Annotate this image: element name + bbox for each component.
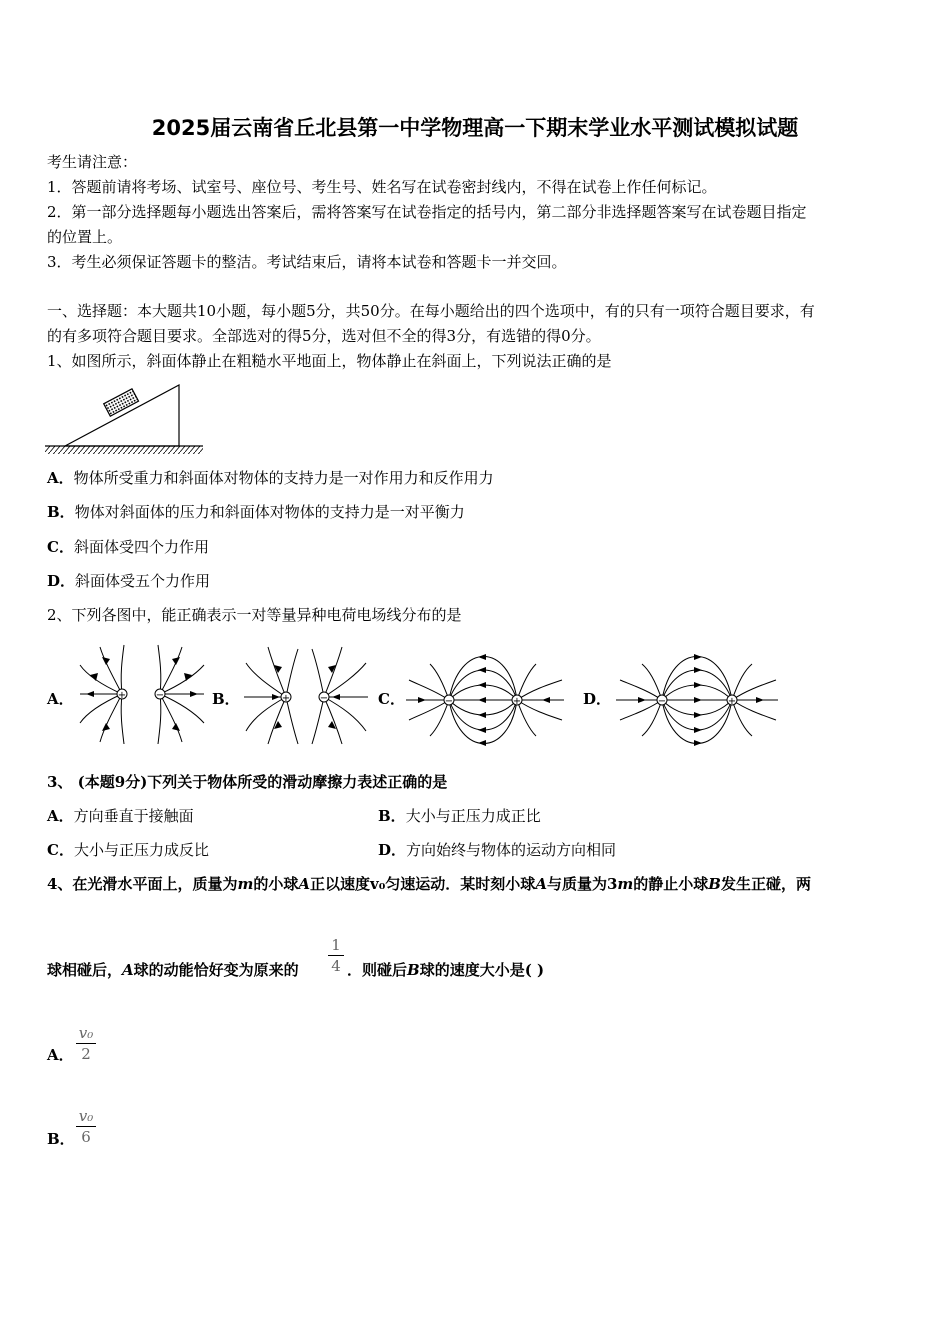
q4-option-b-label[interactable]: B． (47, 1130, 75, 1148)
section-intro: 的有多项符合题目要求。全部选对的得5分，选对但不全的得3分，有选错的得0分。 (47, 327, 601, 345)
charge-minus: − (155, 690, 165, 701)
q4-option-a-fraction[interactable]: v₀ 2 (76, 1024, 96, 1063)
charge-minus: − (444, 696, 454, 707)
charge-plus: + (727, 696, 737, 707)
question-4-stem-line2a: 球相碰后，A球的动能恰好变为原来的 (47, 961, 299, 979)
question-2-stem: 2、下列各图中，能正确表示一对等量异种电荷电场线分布的是 (47, 606, 462, 624)
q2-option-d-label[interactable]: D． (583, 690, 612, 708)
q3-option-a[interactable]: A．方向垂直于接触面 (47, 807, 194, 825)
notice-item: 1．答题前请将考场、试室号、座位号、考生号、姓名写在试卷密封线内，不得在试卷上作任何标记。 (47, 178, 717, 196)
charge-plus: + (281, 693, 291, 704)
charge-plus: + (117, 690, 127, 701)
question-4-stem-line2b: ．则碰后B球的速度大小是( ) (347, 961, 545, 979)
q1-option-b[interactable]: B．物体对斜面体的压力和斜面体对物体的支持力是一对平衡力 (47, 503, 465, 521)
q3-option-b[interactable]: B．大小与正压力成正比 (378, 807, 541, 825)
charge-minus: − (319, 693, 329, 704)
fraction-one-quarter: 1 4 (328, 936, 344, 975)
incline-figure (45, 380, 205, 460)
q2-option-b-label[interactable]: B． (212, 690, 240, 708)
field-figure-d (612, 650, 782, 750)
field-figure-b (238, 645, 378, 745)
charge-minus: − (657, 696, 667, 707)
q2-option-a-label[interactable]: A． (47, 690, 74, 708)
ground (45, 446, 203, 454)
question-4-stem-line1: 4、在光滑水平面上，质量为m的小球A正以速度v₀匀速运动．某时刻小球A与质量为3m的静止小球B发生正碰，两 (47, 875, 811, 893)
q1-option-c[interactable]: C．斜面体受四个力作用 (47, 538, 209, 556)
q4-option-a-label[interactable]: A． (47, 1046, 74, 1064)
q2-option-c-label[interactable]: C． (378, 690, 405, 708)
field-figure-c (404, 650, 569, 750)
notice-item: 3．考生必须保证答题卡的整洁。考试结束后，请将本试卷和答题卡一并交回。 (47, 253, 567, 271)
q4-option-b-fraction[interactable]: v₀ 6 (76, 1107, 96, 1146)
notice-item: 的位置上。 (47, 228, 123, 246)
charge-plus: + (512, 696, 522, 707)
q3-option-d[interactable]: D．方向始终与物体的运动方向相同 (378, 841, 617, 859)
q1-option-a[interactable]: A．物体所受重力和斜面体对物体的支持力是一对作用力和反作用力 (47, 469, 494, 487)
block-object (104, 389, 139, 416)
section-intro: 一、选择题：本大题共10小题，每小题5分，共50分。在每小题给出的四个选项中，有的只有一项符合题目要求，有 (47, 302, 815, 320)
page-title: 2025届云南省丘北县第一中学物理高一下期末学业水平测试模拟试题 (151, 116, 799, 140)
notice-item: 2．第一部分选择题每小题选出答案后，需将答案写在试卷指定的括号内，第二部分非选择题答案写在试卷题目指定 (47, 203, 807, 221)
question-1-stem: 1、如图所示，斜面体静止在粗糙水平地面上，物体静止在斜面上，下列说法正确的是 (47, 352, 612, 370)
field-figure-a (72, 645, 212, 745)
notice-heading: 考生请注意： (47, 153, 138, 171)
question-3-stem: 3、 (本题9分)下列关于物体所受的滑动摩擦力表述正确的是 (47, 773, 448, 791)
q3-option-c[interactable]: C．大小与正压力成反比 (47, 841, 209, 859)
q1-option-d[interactable]: D．斜面体受五个力作用 (47, 572, 211, 590)
